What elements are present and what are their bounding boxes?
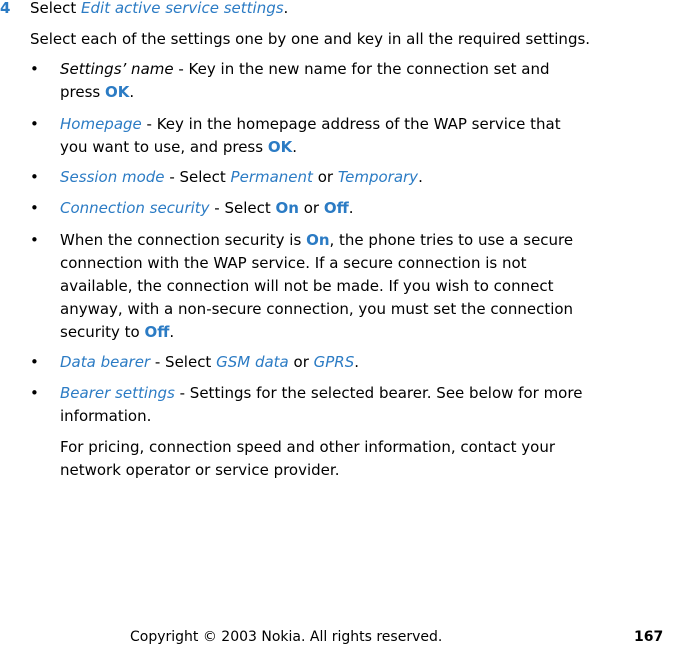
homepage-term: Homepage xyxy=(60,115,142,133)
settings-name-end: . xyxy=(129,83,135,101)
security-note-start: When the connection security is xyxy=(60,231,307,249)
ok-key: OK xyxy=(105,83,130,101)
step-text xyxy=(30,0,288,20)
period: . xyxy=(418,168,423,186)
period: . xyxy=(348,199,354,217)
bullet-mark: • xyxy=(30,168,39,186)
on-option: On xyxy=(275,199,299,217)
or-text: or xyxy=(312,168,338,186)
bearer-settings-line1 xyxy=(60,382,582,405)
settings-name-term: Settings’ name xyxy=(60,60,174,78)
data-bearer-line xyxy=(60,351,359,374)
pricing-line2: network operator or service provider. xyxy=(60,461,340,479)
security-note-line2: connection with the WAP service. If a secure connection is not xyxy=(60,254,527,272)
step-text-after: . xyxy=(283,0,289,17)
gprs-option: GPRS xyxy=(313,353,355,371)
homepage-line2 xyxy=(60,136,297,159)
data-bearer-term: Data bearer xyxy=(60,353,151,371)
off-value: Off xyxy=(144,323,170,341)
homepage-end: . xyxy=(292,138,297,156)
step-number: 4 xyxy=(0,0,11,17)
settings-name-line1 xyxy=(60,58,550,81)
bearer-settings-line2: information. xyxy=(60,407,152,425)
period: . xyxy=(354,353,360,371)
connection-security-line xyxy=(60,197,354,220)
temporary-option: Temporary xyxy=(337,168,419,186)
intro-text: Select each of the settings one by one and key in all the required settings. xyxy=(30,30,591,48)
bearer-settings-desc: - Settings for the selected bearer. See below for more xyxy=(174,384,583,402)
bullet-mark: • xyxy=(30,115,39,133)
permanent-option: Permanent xyxy=(230,168,313,186)
step-text-before: Select xyxy=(30,0,82,17)
settings-name-press: press xyxy=(60,83,105,101)
security-note-rest: , the phone tries to use a secure xyxy=(329,231,574,249)
bullet-mark: • xyxy=(30,384,39,402)
bullet-mark: • xyxy=(30,60,39,78)
or-text: or xyxy=(298,199,324,217)
edit-settings-link: Edit active service settings xyxy=(81,0,284,17)
homepage-line1 xyxy=(60,113,561,136)
ok-key: OK xyxy=(267,138,293,156)
homepage-desc: - Key in the homepage address of the WAP service that xyxy=(141,115,561,133)
bearer-settings-term: Bearer settings xyxy=(60,384,175,402)
bullet-mark: • xyxy=(30,353,39,371)
page-number: 167 xyxy=(634,629,664,645)
session-mode-term: Session mode xyxy=(60,168,165,186)
bullet-mark: • xyxy=(30,199,39,217)
connection-security-select: - Select xyxy=(209,199,276,217)
security-note-security-to: security to xyxy=(60,323,145,341)
session-mode-select: - Select xyxy=(164,168,231,186)
security-note-line4: anyway, with a non-secure connection, you must set the connection xyxy=(60,300,574,318)
copyright-footer: Copyright © 2003 Nokia. All rights reserved. xyxy=(130,629,443,645)
bullet-mark: • xyxy=(30,231,39,249)
or-text: or xyxy=(288,353,314,371)
homepage-press: you want to use, and press xyxy=(60,138,268,156)
pricing-line1: For pricing, connection speed and other information, contact your xyxy=(60,438,555,456)
settings-name-desc: - Key in the new name for the connection set and xyxy=(173,60,550,78)
connection-security-term: Connection security xyxy=(60,199,210,217)
off-option: Off xyxy=(323,199,349,217)
data-bearer-select: - Select xyxy=(150,353,217,371)
security-note-line5 xyxy=(60,321,174,344)
security-note-line1 xyxy=(60,229,573,252)
settings-name-line2 xyxy=(60,81,134,104)
gsm-data-option: GSM data xyxy=(216,353,289,371)
session-mode-line xyxy=(60,166,423,189)
period: . xyxy=(169,323,175,341)
on-value: On xyxy=(306,231,330,249)
security-note-line3: available, the connection will not be made. If you wish to connect xyxy=(60,277,554,295)
